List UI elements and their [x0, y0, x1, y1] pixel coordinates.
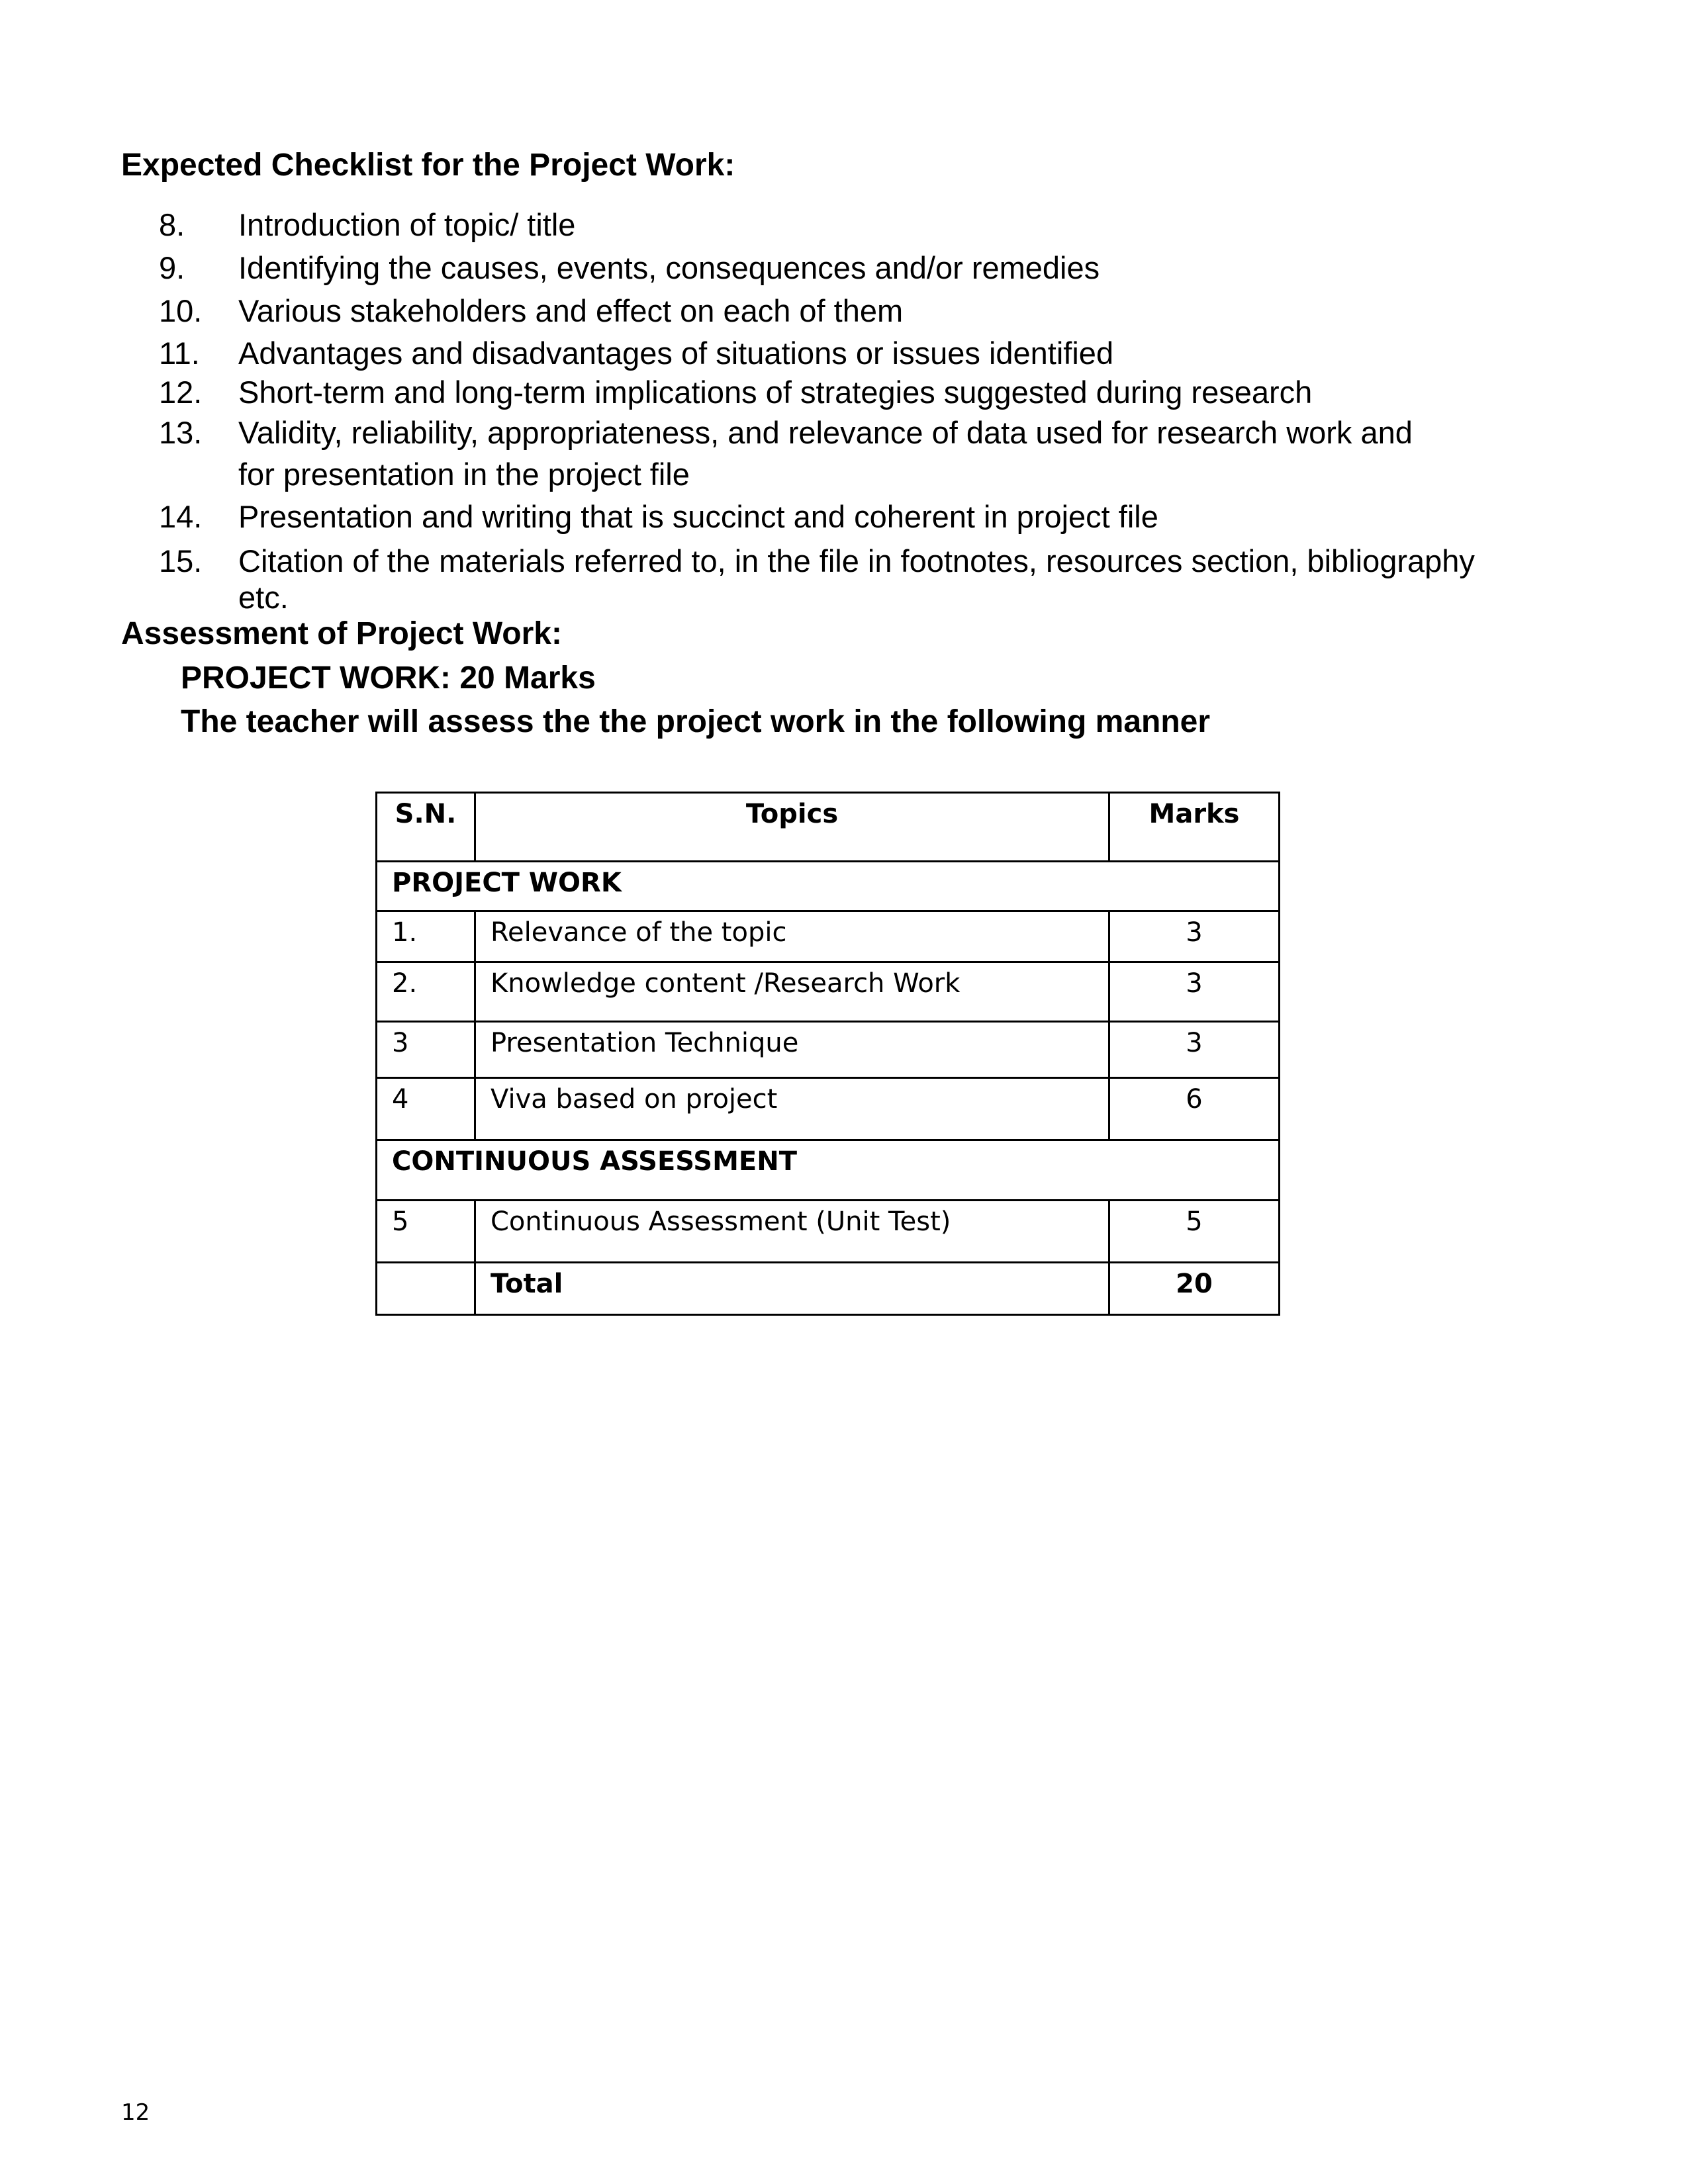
- item-number: 9.: [159, 250, 185, 285]
- cell-topic: Presentation Technique: [475, 1022, 1109, 1078]
- table-row: [377, 1022, 1280, 1078]
- item-text: Validity, reliability, appropriateness, and relevance of data used for research work and: [238, 415, 1413, 450]
- table-row: [377, 1201, 1280, 1263]
- item-text: Presentation and writing that is succinct and coherent in project file: [238, 499, 1158, 534]
- cell-sn: 3: [377, 1022, 475, 1078]
- item-number: 14.: [159, 499, 203, 534]
- total-marks: 20: [1109, 1263, 1280, 1315]
- item-text: etc.: [238, 580, 289, 615]
- section-project-work: PROJECT WORK: [377, 862, 1280, 911]
- page-number: 12: [121, 2099, 150, 2126]
- cell-topic: Relevance of the topic: [475, 911, 1109, 962]
- section-continuous-assessment: CONTINUOUS ASSESSMENT: [377, 1140, 1280, 1201]
- table-row: [377, 1078, 1280, 1140]
- item-number: 11.: [159, 336, 200, 371]
- cell-marks: 5: [1109, 1201, 1280, 1263]
- cell-marks: 3: [1109, 1022, 1280, 1078]
- item-text: Identifying the causes, events, consequences and/or remedies: [238, 250, 1100, 285]
- header-topics: Topics: [475, 793, 1109, 862]
- checklist-heading: Expected Checklist for the Project Work:: [121, 148, 735, 183]
- table-header-row: [377, 793, 1280, 862]
- item-text: Advantages and disadvantages of situations or issues identified: [238, 336, 1114, 371]
- item-text: Introduction of topic/ title: [238, 207, 576, 242]
- cell-sn: 1.: [377, 911, 475, 962]
- item-number: 12.: [159, 375, 203, 410]
- cell-sn: 2.: [377, 962, 475, 1022]
- section-row: [377, 862, 1280, 911]
- item-number: 15.: [159, 543, 203, 578]
- item-text: Short-term and long-term implications of strategies suggested during research: [238, 375, 1313, 410]
- item-number: 10.: [159, 293, 203, 328]
- project-work-marks: PROJECT WORK: 20 Marks: [181, 660, 596, 696]
- item-number: 8.: [159, 207, 185, 242]
- header-marks: Marks: [1109, 793, 1280, 862]
- assessment-description: The teacher will assess the the project work in the following manner: [181, 704, 1211, 739]
- item-text: Various stakeholders and effect on each of them: [238, 293, 904, 328]
- cell-topic: Knowledge content /Research Work: [475, 962, 1109, 1022]
- item-text: Citation of the materials referred to, in the file in footnotes, resources section, bibliography: [238, 543, 1475, 578]
- header-sn: S.N.: [377, 793, 475, 862]
- cell-sn: 5: [377, 1201, 475, 1263]
- cell-topic: Continuous Assessment (Unit Test): [475, 1201, 1109, 1263]
- cell-marks: 3: [1109, 962, 1280, 1022]
- cell-topic: Viva based on project: [475, 1078, 1109, 1140]
- marks-table: [375, 792, 1280, 1316]
- assessment-heading: Assessment of Project Work:: [121, 616, 562, 651]
- table-row: [377, 911, 1280, 962]
- item-text: for presentation in the project file: [238, 457, 690, 492]
- total-row: [377, 1263, 1280, 1315]
- section-row: [377, 1140, 1280, 1201]
- cell-sn: [377, 1263, 475, 1315]
- table-row: [377, 962, 1280, 1022]
- total-label: Total: [475, 1263, 1109, 1315]
- cell-sn: 4: [377, 1078, 475, 1140]
- cell-marks: 6: [1109, 1078, 1280, 1140]
- item-number: 13.: [159, 415, 203, 450]
- cell-marks: 3: [1109, 911, 1280, 962]
